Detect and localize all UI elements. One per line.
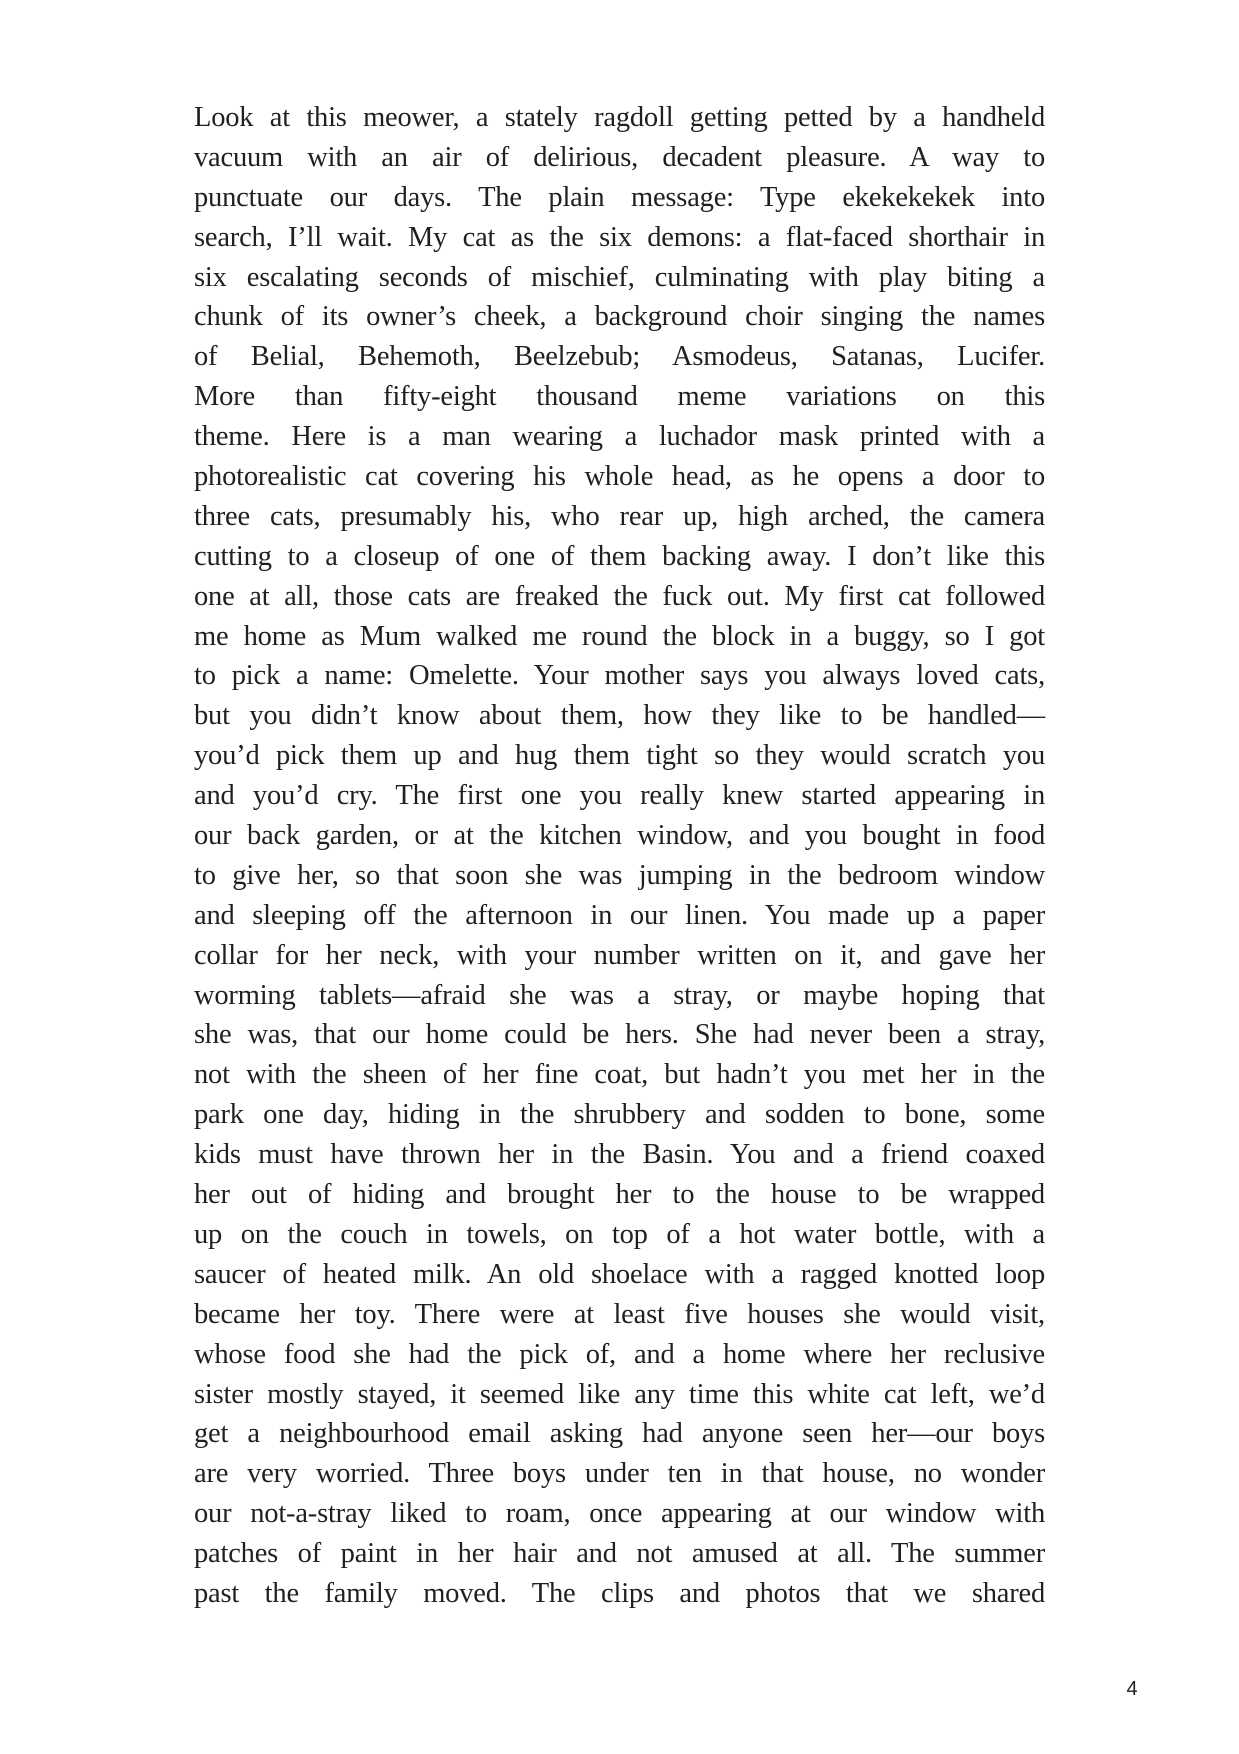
text-line: up on the couch in towels, on top of a hot water bottle, with a xyxy=(194,1218,1045,1250)
text-line: sister mostly stayed, it seemed like any time this white cat left, we’d xyxy=(194,1378,1045,1410)
text-line: are very worried. Three boys under ten in that house, no wonder xyxy=(194,1458,1045,1490)
text-line: our back garden, or at the kitchen window, and you bought in food xyxy=(194,820,1045,852)
text-line: to pick a name: Omelette. Your mother says you always loved cats, xyxy=(194,660,1045,692)
text-line: search, I’ll wait. My cat as the six demons: a flat-faced shorthair in xyxy=(194,221,1045,253)
page-number: 4 xyxy=(1126,1678,1138,1700)
text-line: past the family moved. The clips and photos that we shared xyxy=(194,1577,1045,1609)
text-line: not with the sheen of her fine coat, but hadn’t you met her in the xyxy=(194,1059,1045,1091)
text-line: chunk of its owner’s cheek, a background choir singing the names xyxy=(194,301,1045,333)
text-line: cutting to a closeup of one of them backing away. I don’t like this xyxy=(194,540,1045,572)
text-line: she was, that our home could be hers. She had never been a stray, xyxy=(194,1019,1045,1051)
text-line: you’d pick them up and hug them tight so they would scratch you xyxy=(194,740,1045,772)
text-line: patches of paint in her hair and not amused at all. The summer xyxy=(194,1538,1045,1570)
text-line: Look at this meower, a stately ragdoll getting petted by a handheld xyxy=(194,102,1045,133)
text-line: one at all, those cats are freaked the fuck out. My first cat followed xyxy=(194,580,1045,612)
text-line: photorealistic cat covering his whole head, as he opens a door to xyxy=(194,461,1045,493)
text-line: our not-a-stray liked to roam, once appearing at our window with xyxy=(194,1498,1045,1530)
text-line: whose food she had the pick of, and a home where her reclusive xyxy=(194,1338,1045,1370)
text-line: three cats, presumably his, who rear up, high arched, the camera xyxy=(194,500,1045,532)
text-line: worming tablets—afraid she was a stray, or maybe hoping that xyxy=(194,979,1045,1011)
text-line: vacuum with an air of delirious, decadent pleasure. A way to xyxy=(194,141,1045,173)
text-line: became her toy. There were at least five houses she would visit, xyxy=(194,1298,1045,1330)
text-line: theme. Here is a man wearing a luchador mask printed with a xyxy=(194,421,1045,453)
text-line: and you’d cry. The first one you really knew started appearing in xyxy=(194,780,1045,812)
text-line: of Belial, Behemoth, Beelzebub; Asmodeus, Satanas, Lucifer. xyxy=(194,341,1045,373)
text-line: and sleeping off the afternoon in our linen. You made up a paper xyxy=(194,899,1045,931)
text-line: punctuate our days. The plain message: Type ekekekekek into xyxy=(194,181,1045,213)
text-line: get a neighbourhood email asking had anyone seen her—our boys xyxy=(194,1418,1045,1450)
text-line: More than fifty-eight thousand meme variations on this xyxy=(194,381,1045,413)
text-line: me home as Mum walked me round the block in a buggy, so I got xyxy=(194,620,1045,652)
text-line: saucer of heated milk. An old shoelace with a ragged knotted loop xyxy=(194,1258,1045,1290)
text-line: to give her, so that soon she was jumping in the bedroom window xyxy=(194,859,1045,891)
body-paragraph xyxy=(194,98,1045,1614)
text-line: her out of hiding and brought her to the house to be wrapped xyxy=(194,1179,1045,1211)
text-line: park one day, hiding in the shrubbery and sodden to bone, some xyxy=(194,1099,1045,1131)
text-line: six escalating seconds of mischief, culminating with play biting a xyxy=(194,261,1045,293)
text-line: kids must have thrown her in the Basin. You and a friend coaxed xyxy=(194,1139,1045,1171)
text-line: but you didn’t know about them, how they like to be handled— xyxy=(194,700,1045,732)
text-line: collar for her neck, with your number written on it, and gave her xyxy=(194,939,1045,971)
